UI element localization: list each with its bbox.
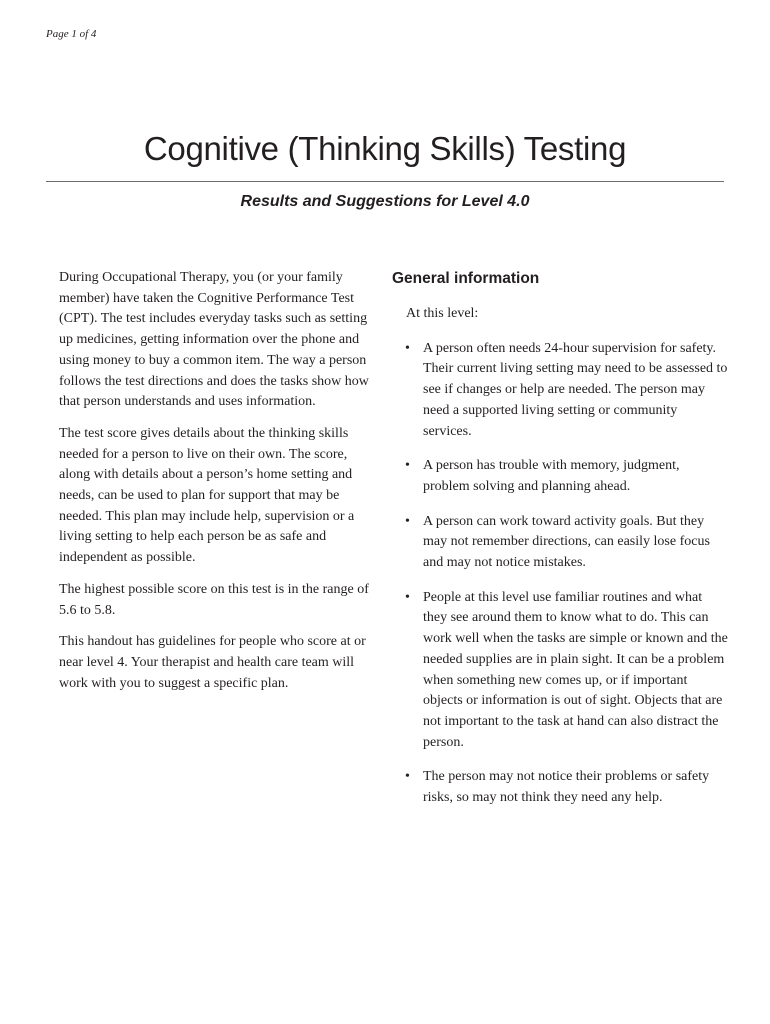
score-range-paragraph: The highest possible score on this test is in the range of 5.6 to 5.8. [59, 581, 369, 618]
bullet-icon: • [405, 513, 410, 529]
right-column [392, 268, 728, 823]
list-item [392, 588, 728, 754]
handout-guidelines-paragraph: This handout has guidelines for people who score at or near level 4. Your therapist and health care team will work with you to suggest a specific plan. [59, 634, 366, 691]
list-item-text: A person has trouble with memory, judgment, problem solving and planning ahead. [423, 458, 680, 494]
list-item [392, 767, 728, 808]
general-info-list [392, 339, 728, 809]
list-item-text: The person may not notice their problems or safety risks, so may not think they need any help. [423, 769, 710, 806]
bullet-icon: • [405, 458, 410, 474]
bullet-icon: • [405, 769, 410, 785]
title-divider [46, 181, 724, 182]
document-title: Cognitive (Thinking Skills) Testing [143, 130, 627, 167]
list-item-text: A person often needs 24-hour supervision for safety. Their current living setting may need to be assessed to see if changes or help are needed. The person may need a supported living setting or community services. [423, 340, 728, 439]
intro-paragraph: During Occupational Therapy, you (or your family member) have taken the Cognitive Performance Test (CPT). The test includes everyday tasks such as setting up medicines, getting information over the phone and using money to buy a common item. The way a person follows the test directions and does the tasks show how that person understands and uses information. [59, 270, 369, 410]
list-item [392, 339, 728, 443]
bullet-icon: • [405, 340, 410, 356]
document-subtitle: Results and Suggestions for Level 4.0 [240, 193, 530, 210]
score-details-paragraph: The test score gives details about the thinking skills needed for a person to live on their own. The score, along with details about a person’s home setting and needs, can be used to plan for support that may be needed. This plan may include help, supervision or a living setting to help each person be as safe and independent as possible. [59, 425, 355, 566]
page-number: Page 1 of 4 [46, 28, 97, 40]
level-intro: At this level: [406, 306, 479, 321]
list-item-text: A person can work toward activity goals. But they may not remember directions, can easily lose focus and may not notice mistakes. [423, 513, 710, 571]
list-item [392, 456, 728, 497]
list-item [392, 512, 728, 574]
list-item-text: People at this level use familiar routines and what they see around them to know what to do. This can work well when the tasks are simple or known and the needed supplies are in plain sight. It can be a problem when something new comes up, or if important objects or information is out of sight. Objects that are not important to the task at hand can also distract the person. [423, 589, 728, 750]
left-column [59, 268, 381, 705]
section-heading-general-information: General information [392, 270, 540, 287]
bullet-icon: • [405, 589, 410, 605]
